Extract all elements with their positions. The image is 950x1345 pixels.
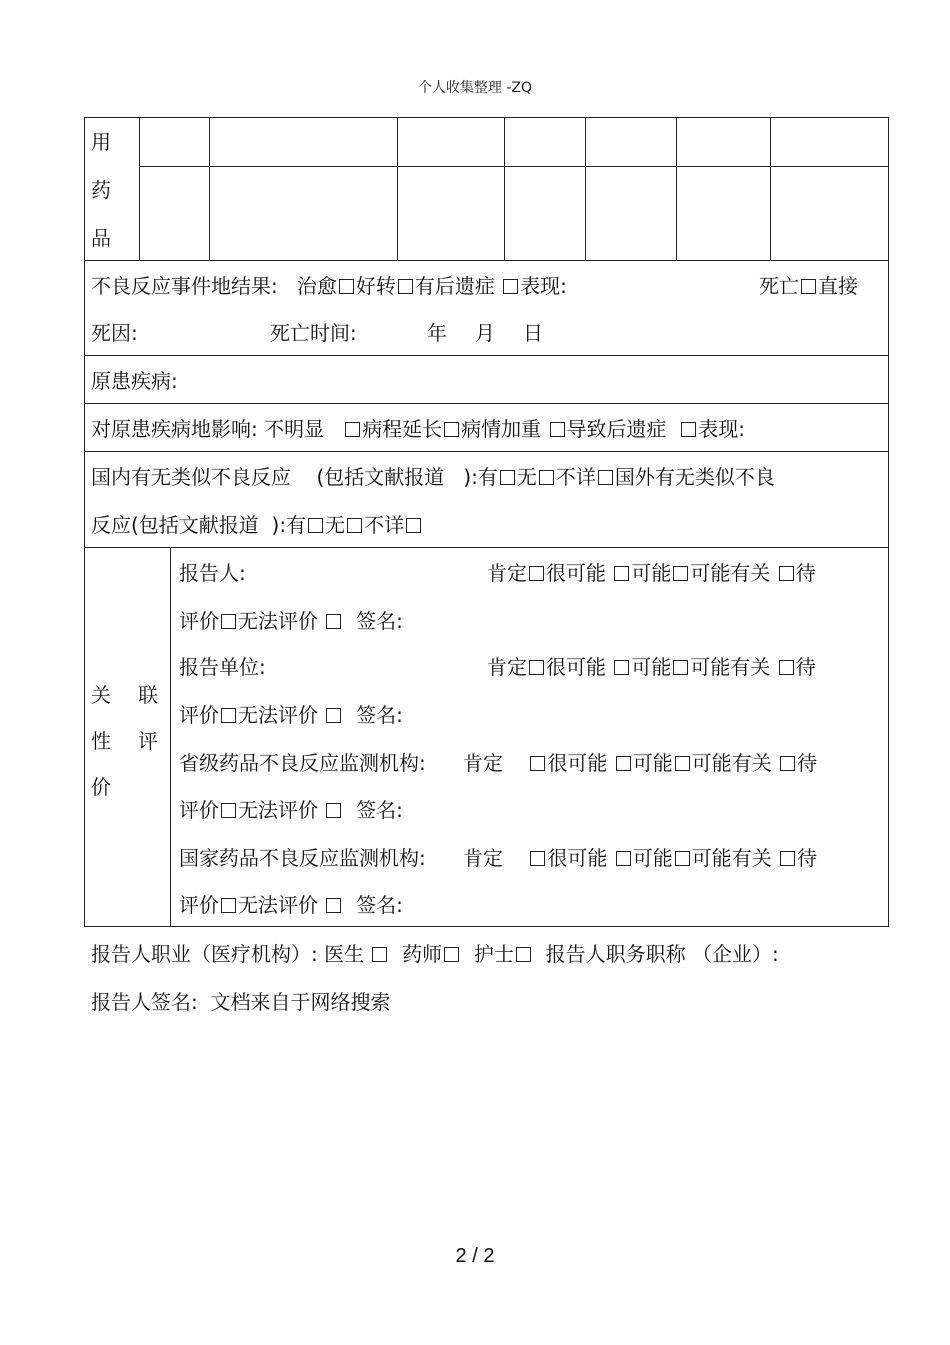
death-time-label: 死亡时间: xyxy=(270,321,357,345)
checkbox-death[interactable] xyxy=(801,279,816,294)
opt-possibly-related: 可能有关 xyxy=(690,561,771,585)
relevance-label-char: 评 xyxy=(138,729,158,753)
relevance-row-provincial: 省级药品不良反应监测机构: xyxy=(179,751,426,775)
opt-pending: 待 xyxy=(795,561,816,585)
literature-label: (包括文献报道 xyxy=(316,465,445,489)
report-form-table xyxy=(84,117,889,927)
relevance-row-national: 国家药品不良反应监测机构: xyxy=(179,846,426,870)
checkbox-certain[interactable] xyxy=(530,851,545,866)
row-separator xyxy=(84,451,889,452)
page-header: 个人收集整理 -ZQ xyxy=(417,80,533,96)
job-title-label: 报告人职务职称 （企业）: xyxy=(545,942,779,966)
opt-cannot: 无法评价 xyxy=(238,703,318,727)
outcome-improved-label: 好转 xyxy=(355,274,396,298)
opt-pending-2: 评价 xyxy=(179,609,219,633)
checkbox-cured[interactable] xyxy=(339,279,354,294)
row-separator xyxy=(84,260,889,261)
opt-very-likely: 很可能 xyxy=(546,655,606,679)
signature-label: 签名: xyxy=(356,609,403,633)
checkbox-cannot[interactable] xyxy=(326,614,341,629)
opt-possibly-related: 可能有关 xyxy=(691,751,772,775)
checkbox-possible[interactable] xyxy=(675,756,690,771)
relevance-row-reporter: 报告人: xyxy=(179,561,246,585)
checkbox-pending[interactable] xyxy=(221,614,236,629)
grid-line xyxy=(585,117,586,260)
checkbox-pending[interactable] xyxy=(221,898,236,913)
table-border-right xyxy=(888,117,889,927)
opt-certain: 肯定 xyxy=(487,655,527,679)
checkbox-improved[interactable] xyxy=(398,279,413,294)
opt-pending: 待 xyxy=(797,846,818,870)
checkbox-pending[interactable] xyxy=(221,708,236,723)
checkbox-possibly-related[interactable] xyxy=(780,756,795,771)
similar-line-2 xyxy=(91,513,423,537)
relevance-options xyxy=(487,561,816,585)
checkbox-certain[interactable] xyxy=(529,660,544,675)
relevance-line-2 xyxy=(179,798,403,822)
month-label: 月 xyxy=(475,321,495,345)
opt-very-likely: 很可能 xyxy=(547,846,608,870)
opt-pending: 待 xyxy=(795,655,816,679)
grid-line xyxy=(139,117,140,260)
drug-label-char: 品 xyxy=(91,226,111,250)
checkbox-very-likely[interactable] xyxy=(614,566,629,581)
outcome-cured-label: 治愈 xyxy=(296,274,337,298)
checkbox-possibly-related[interactable] xyxy=(779,566,794,581)
impact-manifest-label: 表现: xyxy=(698,417,746,441)
checkbox-foreign-yes[interactable] xyxy=(308,518,323,533)
opt-possible: 可能 xyxy=(632,751,673,775)
outcome-label: 不良反应事件地结果: xyxy=(91,274,278,298)
unknown-label: 不详 xyxy=(555,465,596,489)
checkbox-very-likely[interactable] xyxy=(616,851,631,866)
outcome-line-1 xyxy=(91,274,567,298)
opt-possible: 可能 xyxy=(631,655,672,679)
opt-cannot: 无法评价 xyxy=(238,609,318,633)
checkbox-very-likely[interactable] xyxy=(616,756,631,771)
grid-line xyxy=(770,117,771,260)
day-label: 日 xyxy=(523,321,543,345)
outcome-death-group xyxy=(759,274,858,298)
grid-line xyxy=(139,166,889,167)
signature-label: 签名: xyxy=(356,798,403,822)
outcome-death-label: 死亡 xyxy=(759,274,799,298)
checkbox-domestic-yes[interactable] xyxy=(500,470,515,485)
occupation-line xyxy=(91,942,779,966)
yes-label: ):有 xyxy=(463,465,498,489)
checkbox-cannot[interactable] xyxy=(326,898,341,913)
checkbox-sequela[interactable] xyxy=(503,279,518,294)
relevance-options xyxy=(487,655,816,679)
impact-line xyxy=(91,417,745,441)
similar-line-1 xyxy=(91,465,775,489)
table-border-top xyxy=(84,117,889,118)
relevance-row-unit: 报告单位: xyxy=(179,655,266,679)
opt-possible: 可能 xyxy=(631,561,672,585)
relevance-line-2 xyxy=(179,893,403,917)
opt-possibly-related: 可能有关 xyxy=(690,655,771,679)
grid-line xyxy=(397,117,398,260)
relevance-line-2 xyxy=(179,703,403,727)
no-label: 无 xyxy=(516,465,537,489)
checkbox-very-likely[interactable] xyxy=(614,660,629,675)
impact-label: 对原患疾病地影响: xyxy=(91,417,258,441)
occupation-label: 报告人职业（医疗机构）: 医生 xyxy=(91,942,365,966)
opt-certain: 肯定 xyxy=(463,751,503,775)
outcome-direct-label: 直接 xyxy=(818,274,858,298)
checkbox-nurse[interactable] xyxy=(516,947,531,962)
impact-prolonged-label: 病程延长 xyxy=(362,417,443,441)
checkbox-possibly-related[interactable] xyxy=(780,851,795,866)
row-separator xyxy=(84,547,889,548)
impact-none-label: 不明显 xyxy=(264,417,325,441)
checkbox-worsened[interactable] xyxy=(550,422,565,437)
outcome-sequela-label: 有后遗症 xyxy=(414,274,495,298)
opt-pending-2: 评价 xyxy=(179,798,219,822)
checkbox-domestic-unknown[interactable] xyxy=(598,470,613,485)
reaction-label: 反应 xyxy=(91,513,131,537)
opt-pending-2: 评价 xyxy=(179,893,219,917)
relevance-line-2 xyxy=(179,609,403,633)
impact-sequela-label: 导致后遗症 xyxy=(566,417,667,441)
checkbox-pharmacist[interactable] xyxy=(444,947,459,962)
opt-pending-2: 评价 xyxy=(179,703,219,727)
opt-very-likely: 很可能 xyxy=(547,751,608,775)
page-number: 2 / 2 xyxy=(455,1245,495,1267)
literature-label-2: (包括文献报道 xyxy=(131,513,259,537)
checkbox-prolonged[interactable] xyxy=(444,422,459,437)
checkbox-cannot[interactable] xyxy=(326,708,341,723)
year-label: 年 xyxy=(427,321,447,345)
disease-label: 原患疾病: xyxy=(91,369,178,393)
relevance-options xyxy=(463,751,817,775)
table-border-bottom xyxy=(84,926,889,927)
checkbox-impact-sequela[interactable] xyxy=(681,422,696,437)
yes-label-2: ):有 xyxy=(271,513,307,537)
grid-line xyxy=(170,547,171,927)
checkbox-possible[interactable] xyxy=(673,660,688,675)
unknown-label-2: 不详 xyxy=(364,513,405,537)
signature-label: 签名: xyxy=(356,703,403,727)
relevance-label-char: 关 xyxy=(91,683,111,707)
checkbox-foreign-no[interactable] xyxy=(347,518,362,533)
table-border-left xyxy=(84,117,85,927)
checkbox-impact-none[interactable] xyxy=(345,422,360,437)
row-separator xyxy=(84,355,889,356)
checkbox-certain[interactable] xyxy=(530,756,545,771)
opt-cannot: 无法评价 xyxy=(238,798,318,822)
checkbox-possible[interactable] xyxy=(673,566,688,581)
outcome-manifest-label: 表现: xyxy=(520,274,567,298)
domestic-label: 国内有无类似不良反应 xyxy=(91,465,291,489)
signature-label: 签名: xyxy=(356,893,403,917)
grid-line xyxy=(209,117,210,260)
grid-line xyxy=(676,117,677,260)
impact-worsened-label: 病情加重 xyxy=(461,417,542,441)
relevance-options xyxy=(463,846,817,870)
opt-possibly-related: 可能有关 xyxy=(691,846,772,870)
opt-certain: 肯定 xyxy=(487,561,527,585)
death-cause-label: 死因: xyxy=(91,321,138,345)
checkbox-domestic-no[interactable] xyxy=(539,470,554,485)
opt-possible: 可能 xyxy=(632,846,673,870)
checkbox-possible[interactable] xyxy=(675,851,690,866)
opt-certain: 肯定 xyxy=(463,846,503,870)
checkbox-certain[interactable] xyxy=(529,566,544,581)
relevance-label-char: 价 xyxy=(91,775,111,799)
opt-cannot: 无法评价 xyxy=(238,893,318,917)
drug-label-char: 用 xyxy=(91,130,111,154)
checkbox-doctor[interactable] xyxy=(372,947,387,962)
opt-very-likely: 很可能 xyxy=(546,561,606,585)
checkbox-pending[interactable] xyxy=(221,803,236,818)
row-separator xyxy=(84,403,889,404)
reporter-signature-line: 报告人签名: 文档来自于网络搜索 xyxy=(91,990,391,1014)
relevance-label-char: 性 xyxy=(91,729,111,753)
nurse-label: 护士 xyxy=(473,942,514,966)
grid-line xyxy=(504,117,505,260)
checkbox-cannot[interactable] xyxy=(326,803,341,818)
checkbox-foreign-unknown[interactable] xyxy=(406,518,421,533)
foreign-label: 国外有无类似不良 xyxy=(614,465,775,489)
drug-label-char: 药 xyxy=(91,178,111,202)
relevance-label-char: 联 xyxy=(138,683,158,707)
opt-pending: 待 xyxy=(797,751,818,775)
no-label-2: 无 xyxy=(325,513,346,537)
pharmacist-label: 药师 xyxy=(402,942,443,966)
checkbox-possibly-related[interactable] xyxy=(779,660,794,675)
